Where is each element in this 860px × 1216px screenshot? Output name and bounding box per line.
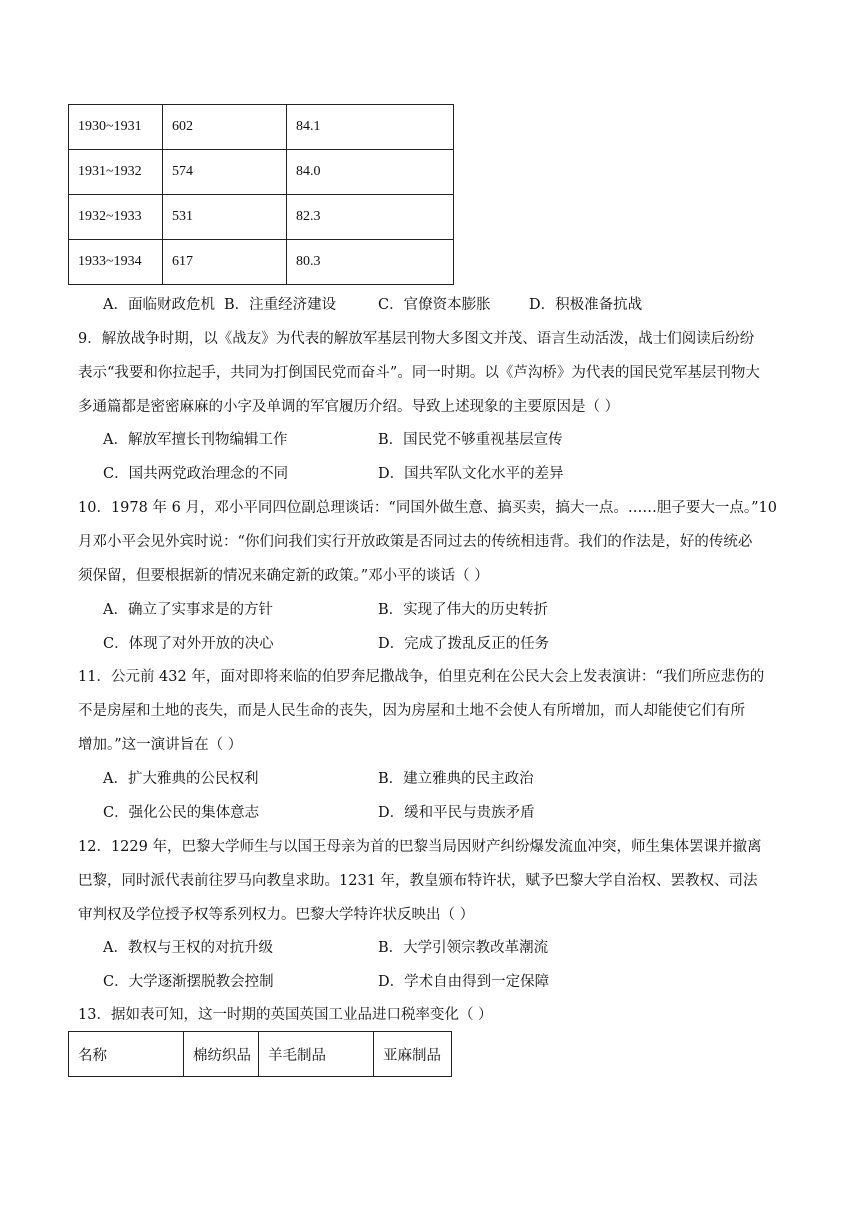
table-cell: 1930~1931 <box>69 105 163 150</box>
q9-option-c: C．国共两党政治理念的不同 <box>103 466 289 482</box>
q12-stem-line-1: 12．1229 年，巴黎大学师生与以国王母亲为首的巴黎当局因财产纠纷爆发流血冲突，师生集体罢课并撤离 <box>78 839 762 855</box>
q9-stem-line-1: 9．解放战争时期，以《战友》为代表的解放军基层刊物大多图文并茂、语言生动活泼，战士们阅读后纷纷 <box>78 331 755 347</box>
q9-option-b: B．国民党不够重视基层宣传 <box>378 432 563 448</box>
q11-stem-line-2: 不是房屋和土地的丧失，而是人民生命的丧失，因为房屋和土地不会使人有所增加，而人却能使它们有所 <box>78 703 745 719</box>
table-cell: 617 <box>163 240 287 285</box>
q11-stem-line-3: 增加。”这一演讲旨在（ ） <box>78 737 243 753</box>
q8-option-d: D．积极准备抗战 <box>529 297 643 313</box>
table-header-cell: 名称 <box>69 1032 184 1077</box>
q10-option-d: D．完成了拨乱反正的任务 <box>378 636 550 652</box>
q12-stem-line-2: 巴黎，同时派代表前往罗马向教皇求助。1231 年，教皇颁布特许状，赋予巴黎大学自治权、罢教权、司法 <box>78 873 758 889</box>
table-cell: 1932~1933 <box>69 195 163 240</box>
table-cell: 1931~1932 <box>69 150 163 195</box>
table-header-row <box>69 1032 452 1077</box>
table-cell: 84.0 <box>287 150 454 195</box>
table-cell: 80.3 <box>287 240 454 285</box>
q11-stem-line-1: 11．公元前 432 年，面对即将来临的伯罗奔尼撒战争，伯里克利在公民大会上发表演讲：“我们所应悲伤的 <box>78 669 765 685</box>
q12-stem-line-3: 审判权及学位授予权等系列权力。巴黎大学特许状反映出（ ） <box>78 907 475 923</box>
table-row <box>69 150 454 195</box>
q9-option-d: D．国共军队文化水平的差异 <box>378 466 564 482</box>
q12-option-b: B．大学引领宗教改革潮流 <box>378 940 549 956</box>
table-cell: 1933~1934 <box>69 240 163 285</box>
q9-stem-line-2: 表示“我要和你拉起手，共同为打倒国民党而奋斗”。同一时期。以《芦沟桥》为代表的国民党军基层刊物大 <box>78 365 760 381</box>
table-row <box>69 240 454 285</box>
table-cell: 82.3 <box>287 195 454 240</box>
table-cell: 574 <box>163 150 287 195</box>
q13-stem-line: 13．据如表可知，这一时期的英国英国工业品进口税率变化（ ） <box>78 1007 493 1023</box>
q10-stem-line-1: 10．1978 年 6 月，邓小平同四位副总理谈话：“同国外做生意、搞买卖，搞大一点。……胆子要大一点。”10 <box>78 500 777 516</box>
table-header-cell: 羊毛制品 <box>259 1032 374 1077</box>
table-cell: 602 <box>163 105 287 150</box>
q11-option-b: B．建立雅典的民主政治 <box>378 771 534 787</box>
table-header-cell: 亚麻制品 <box>374 1032 452 1077</box>
q10-option-a: A．确立了实事求是的方针 <box>103 602 273 618</box>
q12-option-a: A．教权与王权的对抗升级 <box>103 940 273 956</box>
q12-option-c: C．大学逐渐摆脱教会控制 <box>103 974 274 990</box>
q10-option-c: C．体现了对外开放的决心 <box>103 636 274 652</box>
q8-option-c: C．官僚资本膨胀 <box>378 297 491 313</box>
q9-stem-line-3: 多通篇都是密密麻麻的小字及单调的军官履历介绍。导致上述现象的主要原因是（ ） <box>78 399 620 415</box>
data-table-bottom <box>68 1031 452 1077</box>
table-header-cell: 棉纺织品 <box>184 1032 259 1077</box>
q11-option-d: D．缓和平民与贵族矛盾 <box>378 805 535 821</box>
table-row <box>69 105 454 150</box>
data-table-top <box>68 104 454 285</box>
q11-option-a: A．扩大雅典的公民权利 <box>103 771 259 787</box>
q8-option-a: A．面临财政危机 <box>103 297 215 313</box>
q9-option-a: A．解放军擅长刊物编辑工作 <box>103 432 288 448</box>
q10-stem-line-2: 月邓小平会见外宾时说：“你们问我们实行开放政策是否同过去的传统相违背。我们的作法是，好的传统必 <box>78 534 753 550</box>
table-cell: 531 <box>163 195 287 240</box>
table-cell: 84.1 <box>287 105 454 150</box>
table-row <box>69 195 454 240</box>
q11-option-c: C．强化公民的集体意志 <box>103 805 260 821</box>
q8-option-b: B．注重经济建设 <box>224 297 337 313</box>
q12-option-d: D．学术自由得到一定保障 <box>378 974 550 990</box>
q10-option-b: B．实现了伟大的历史转折 <box>378 602 549 618</box>
q10-stem-line-3: 须保留，但要根据新的情况来确定新的政策。”邓小平的谈话（ ） <box>78 568 489 584</box>
